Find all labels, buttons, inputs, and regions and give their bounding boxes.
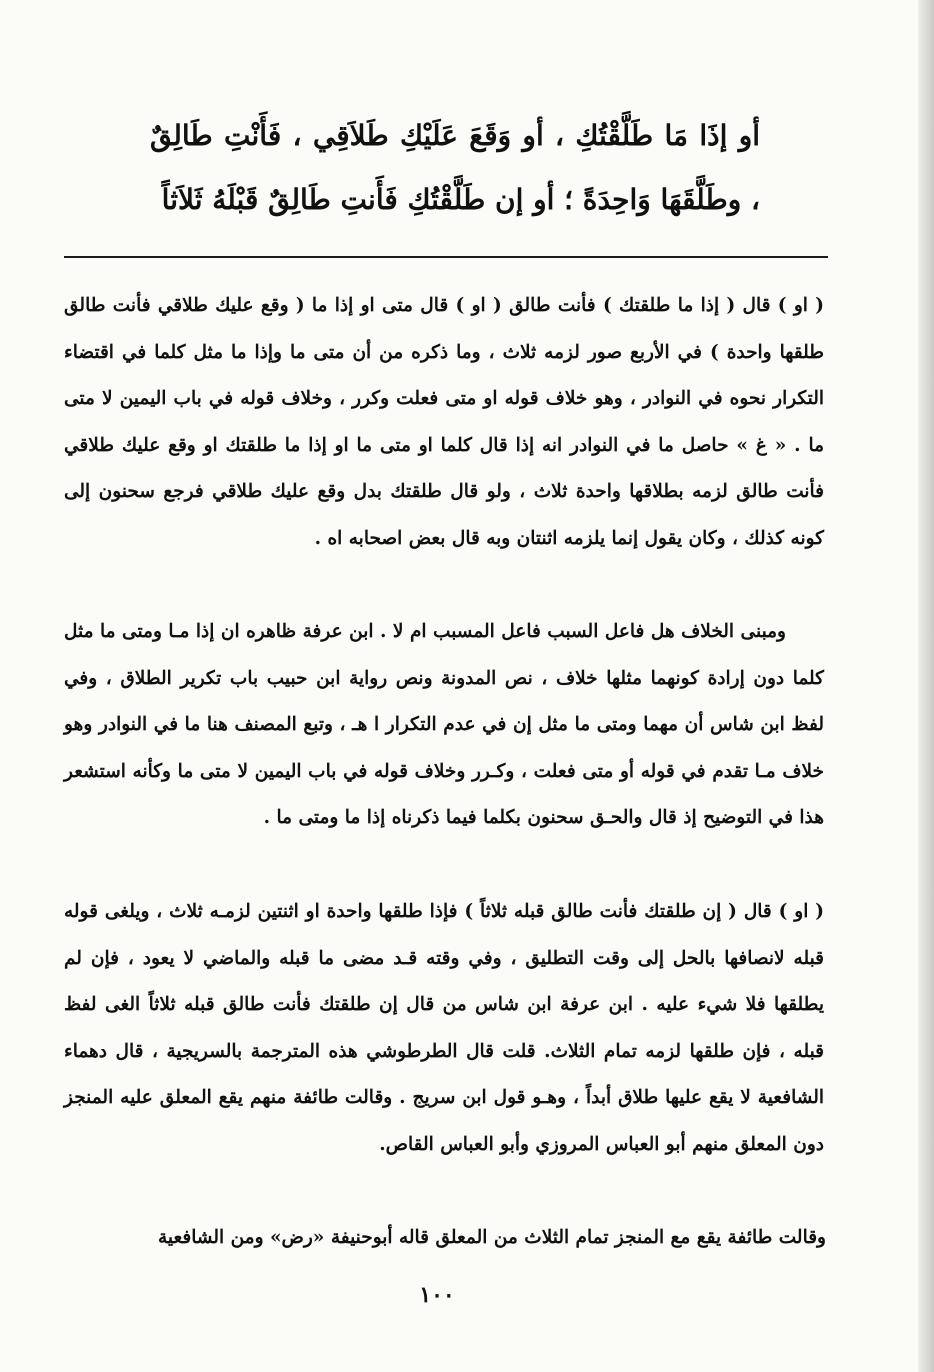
page-edge-shadow (918, 0, 934, 1372)
matn-text: أو إذَا مَا طَلَّقْتُكِ ، أو وَقَعَ عَلَيْكِ طَلاَقِي ، فَأَنْتِ طَالِقٌ ، وطَلَّقَهَا وَاحِدَةً ؛ أو إن طَلَّقْتُكِ فَأَنتِ طَالِقٌ قَبْلَهُ ثَلاَثاً (150, 119, 760, 216)
commentary-paragraph-2: ومبنى الخلاف هل فاعل السبب فاعل المسبب ام لا . ابن عرفة ظاهره ان إذا مـا ومتى ما مثل كلما دون إرادة كونهما مثلها خلاف ، نص المدونة ونص رواية ابن حبيب باب تكرير الطلاق ، وفي لفظ ابن شاس أن مهما ومتى ما مثل إن في عدم التكرار ا هـ ، وتبع المصنف هنا ما في النوادر وهو خلاف مـا تقدم في قوله أو متى فعلت ، وكـرر وخلاف قوله في باب اليمين لا متى ما وكأنه استشعر هذا في التوضيح إذ قال والحـق سحنون بكلما فيما ذكرناه إذا ما ومتى ما . (64, 621, 824, 829)
page-number: ١٠٠ (419, 1282, 455, 1308)
commentary-paragraph-3: ( او ) قال ( إن طلقتك فأنت طالق قبله ثلاثاً ) فإذا طلقها واحدة او اثنتين لزمـه ثلاث ، ويلغى قوله قبله لانصافها بالحل إلى وقت التطليق ، وفي وقته قـد مضى ما قبله والماضي لا يعود ، فإن لم يطلقها فلا شيء عليه . ابن عرفة ابن شاس من قال إن طلقتك فأنت طالق قبله ثلاثاً الغى لفظ قبله ، فإن طلقها لزمه تمام الثلاث. قلت قال الطرطوشي هذه المترجمة بالسريجية ، قال دهماء الشافعية لا يقع عليها طلاق أبداً ، وهـو قول ابن سريج . وقالت طائفة منهم يقع المعلق عليه المنجز دون المعلق منهم أبو العباس المروزي وأبو العباس القاص. (64, 901, 824, 1155)
commentary-paragraph-1: ( او ) قال ( إذا ما طلقتك ) فأنت طالق ( او ) قال متى او إذا ما ( وقع عليك طلاقي فأنت طالق طلقها واحدة ) في الأربع صور لزمه ثلاث ، وما ذكره من أن متى ما وإذا ما مثل كلما في اقتضاء التكرار نحوه في النوادر ، وهو خلاف قوله او متى فعلت وكرر ، وخلاف قوله في باب اليمين لا متى ما . « غ » حاصل ما في النوادر انه إذا قال كلما او متى ما او إذا ما طلقتك او وقع عليك طلاقي فأنت طالق لزمه بطلاقها واحدة ثلاث ، ولو قال طلقتك بدل وقع عليك طلاقي فرجع سحنون إلى كونه كذلك ، وكان يقول إنما يلزمه اثنتان وبه قال بعض اصحابه اه . (64, 295, 824, 549)
commentary-paragraph-4: وقالت طائفة يقع مع المنجز تمام الثلاث من المعلق قاله أبوحنيفة «رض» ومن الشافعية (157, 1227, 826, 1248)
separator-rule (64, 256, 828, 258)
